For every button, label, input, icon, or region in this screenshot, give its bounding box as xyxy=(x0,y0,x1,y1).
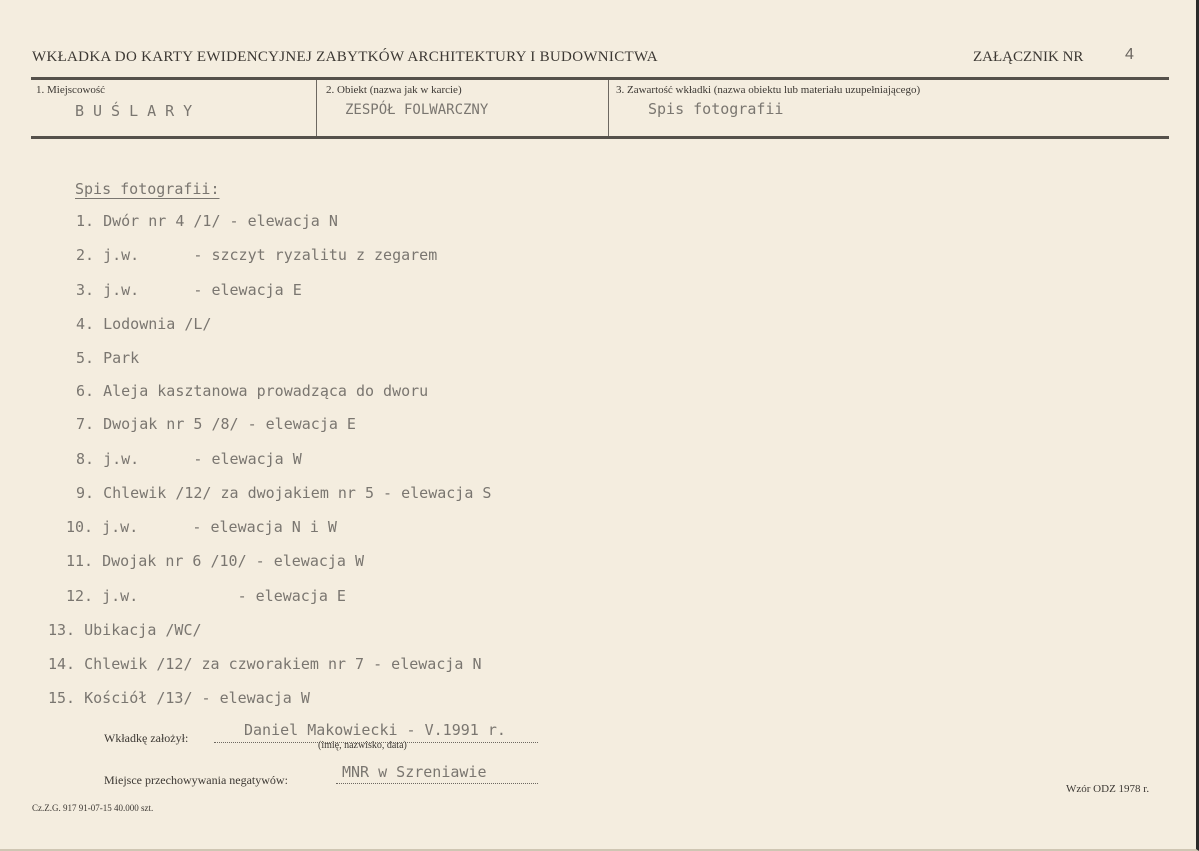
photo-list-item xyxy=(76,315,211,333)
author-label: Wkładkę założył: xyxy=(104,731,189,745)
field-2-label: 2. Obiekt (nazwa jak w karcie) xyxy=(326,84,462,96)
photo-list-item-number: 9. xyxy=(76,484,95,502)
photo-list-item-number: 15. xyxy=(48,689,76,707)
print-code: Cz.Z.G. 917 91-07-15 40.000 szt. xyxy=(32,803,154,813)
photo-list-item-text: Aleja kasztanowa prowadząca do dworu xyxy=(103,382,429,400)
photo-list-item xyxy=(76,212,338,230)
header-rule-top xyxy=(31,77,1169,80)
photo-list-item-number: 8. xyxy=(76,450,95,468)
photo-list-item xyxy=(76,484,491,502)
photo-list-item xyxy=(76,281,302,299)
photo-list-item-number: 11. xyxy=(66,552,94,570)
storage-label: Miejsce przechowywania negatywów: xyxy=(104,773,288,787)
photo-list-item-number: 12. xyxy=(66,587,94,605)
photo-list-item-text: Lodownia /L/ xyxy=(103,315,212,333)
form-reference: Wzór ODZ 1978 r. xyxy=(1066,783,1150,795)
photo-list-item-text: Dwór nr 4 /1/ - elewacja N xyxy=(103,212,338,230)
photo-list-item-number: 6. xyxy=(76,382,95,400)
header-rule-bottom xyxy=(31,136,1169,139)
field-1-value: BUŚLARY xyxy=(75,102,202,120)
photo-list-item-text: j.w. - elewacja N i W xyxy=(102,518,337,536)
field-3-label: 3. Zawartość wkładki (nazwa obiektu lub materiału uzupełniającego) xyxy=(616,84,921,96)
field-2-value: ZESPÓŁ FOLWARCZNY xyxy=(345,102,489,118)
attachment-label: ZAŁĄCZNIK NR xyxy=(973,49,1084,65)
photo-list-item-text: j.w. - elewacja E xyxy=(103,281,302,299)
photo-list-item-text: j.w. - elewacja W xyxy=(103,450,302,468)
photo-list-item xyxy=(48,621,202,639)
storage-value: MNR w Szreniawie xyxy=(342,763,487,781)
photo-list-item-text: Park xyxy=(103,349,140,367)
photo-list-item xyxy=(48,655,481,673)
photo-list-item xyxy=(76,349,139,367)
photo-list-item-text: j.w. - elewacja E xyxy=(102,587,346,605)
attachment-number: 4 xyxy=(1125,46,1134,63)
field-3-value: Spis fotografii xyxy=(648,100,784,118)
photo-list-item-number: 5. xyxy=(76,349,95,367)
photo-list-item-text: Chlewik /12/ za czworakiem nr 7 - elewacja N xyxy=(84,655,482,673)
photo-list-item-text: Ubikacja /WC/ xyxy=(84,621,202,639)
photo-list-item xyxy=(76,415,356,433)
author-caption: (imię, nazwisko, data) xyxy=(318,740,407,751)
photo-list-item-number: 3. xyxy=(76,281,95,299)
photo-list-item xyxy=(48,689,310,707)
photo-list-item-number: 2. xyxy=(76,246,95,264)
field-divider-2 xyxy=(608,80,609,136)
storage-dotline xyxy=(336,783,538,784)
photo-list-item-number: 1. xyxy=(76,212,95,230)
author-value: Daniel Makowiecki - V.1991 r. xyxy=(244,721,506,739)
photo-list-item-number: 7. xyxy=(76,415,95,433)
photo-list-item xyxy=(66,552,364,570)
field-divider-1 xyxy=(316,80,317,136)
photo-list-item-number: 10. xyxy=(66,518,94,536)
photo-list-item-number: 4. xyxy=(76,315,95,333)
photo-list-item-text: Dwojak nr 6 /10/ - elewacja W xyxy=(102,552,365,570)
photo-list-title: Spis fotografii: xyxy=(75,180,220,198)
card-title: WKŁADKA DO KARTY EWIDENCYJNEJ ZABYTKÓW ARCHITEKTURY I BUDOWNICTWA xyxy=(32,49,658,65)
photo-list-item-text: Chlewik /12/ za dwojakiem nr 5 - elewacja S xyxy=(103,484,492,502)
photo-list-item xyxy=(76,450,302,468)
photo-list-item-text: Dwojak nr 5 /8/ - elewacja E xyxy=(103,415,356,433)
field-1-label: 1. Miejscowość xyxy=(36,84,106,96)
photo-list-item xyxy=(76,382,428,400)
photo-list-item-text: j.w. - szczyt ryzalitu z zegarem xyxy=(103,246,438,264)
photo-list-item xyxy=(66,587,346,605)
photo-list-item xyxy=(66,518,337,536)
photo-list-item xyxy=(76,246,437,264)
photo-list-item-text: Kościół /13/ - elewacja W xyxy=(84,689,310,707)
photo-list-item-number: 13. xyxy=(48,621,76,639)
photo-list-item-number: 14. xyxy=(48,655,76,673)
